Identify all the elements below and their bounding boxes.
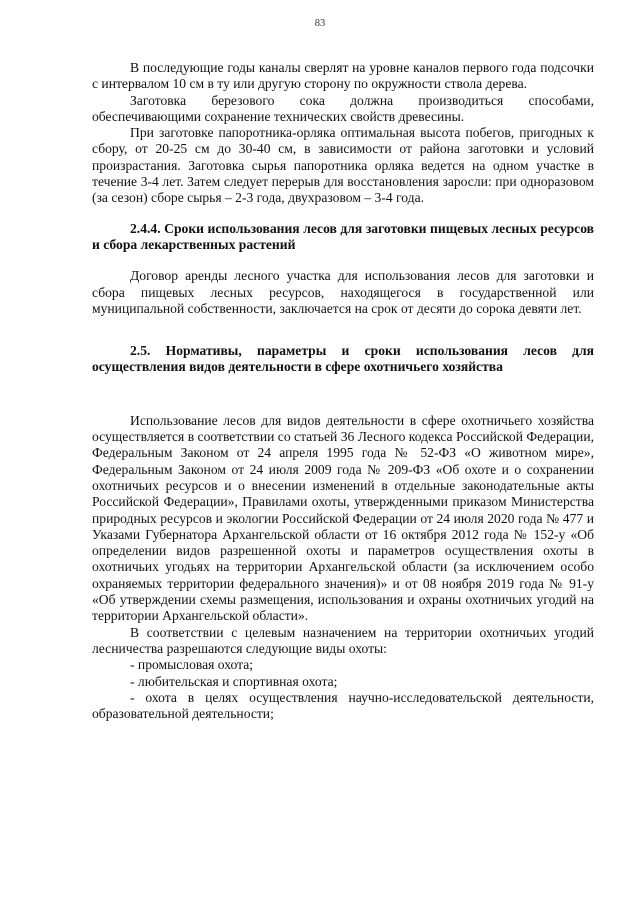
paragraph-drilling: В последующие годы каналы сверлят на уровне каналов первого года подсочки с интервалом 10 см в ту или другую сторону по окружности ствола дерева. bbox=[92, 60, 594, 92]
list-item: - любительская и спортивная охота; bbox=[130, 673, 338, 689]
spacer bbox=[92, 391, 594, 413]
paragraph-lease-term: Договор аренды лесного участка для использования лесов для заготовки и сбора пищевых лесных ресурсов, находящегося в государственной или муниципальной собственности, заключается на срок от десяти до сорока девяти лет. bbox=[92, 268, 594, 316]
list-item: - охота в целях осуществления научно-исследовательской деятельности, образовательной деятельности; bbox=[92, 689, 594, 722]
section-heading-2-5: 2.5. Нормативы, параметры и сроки использования лесов для осуществления видов деятельности в сфере охотничьего хозяйства bbox=[92, 343, 594, 375]
paragraph-birch-sap: Заготовка березового сока должна производиться способами, обеспечивающими сохранение технических свойств древесины. bbox=[92, 92, 594, 124]
section-heading-2-4-4: 2.4.4. Сроки использования лесов для заготовки пищевых лесных ресурсов и сбора лекарственных растений bbox=[92, 220, 594, 252]
list-item: - промысловая охота; bbox=[130, 657, 254, 673]
paragraph-bracken: При заготовке папоротника-орляка оптимальная высота побегов, пригодных к сбору, от 20-25 см до 30-40 см, в зависимости от района заготовки и условий произрастания. Заготовка сырья папоротника орляка ведется на одном участке в течение 3-4 лет. Затем следует перерыв для восстановления заросли: при одноразовом (за сезон) сборе сырья – 2-3 года, двухразовом – 3-4 года. bbox=[92, 125, 594, 206]
page-number: 83 bbox=[314, 18, 326, 29]
page-body bbox=[92, 60, 594, 722]
paragraph-hunting-types: В соответствии с целевым назначением на территории охотничьих угодий лесничества разрешаются следующие виды охоты: bbox=[92, 624, 594, 656]
paragraph-hunting-law: Использование лесов для видов деятельности в сфере охотничьего хозяйства осуществляется в соответствии со статьей 36 Лесного кодекса Российской Федерации, Федеральным Законом от 24 апреля 1995 года № 52-ФЗ «О животном мире», Федеральным Законом от 24 июля 2009 года № 209-ФЗ «Об охоте и о сохранении охотничьих ресурсов и о внесении изменений в отдельные законодательные акты Российской Федерации», Правилами охоты, утвержденными приказом Министерства природных ресурсов и экологии Российской Федерации от 24 июля 2020 года № 477 и Указами Губернатора Архангельской области от 16 октября 2012 года № 152-у «Об определении видов разрешенной охоты и параметров осуществления охоты в охотничьих угодьях на территории Архангельской области (за исключением особо охраняемых территории федерального значения)» и от 08 ноября 2019 года № 91-у «Об утверждении схемы размещения, использования и охраны охотничьих угодий на территории Архангельской области». bbox=[92, 412, 594, 624]
